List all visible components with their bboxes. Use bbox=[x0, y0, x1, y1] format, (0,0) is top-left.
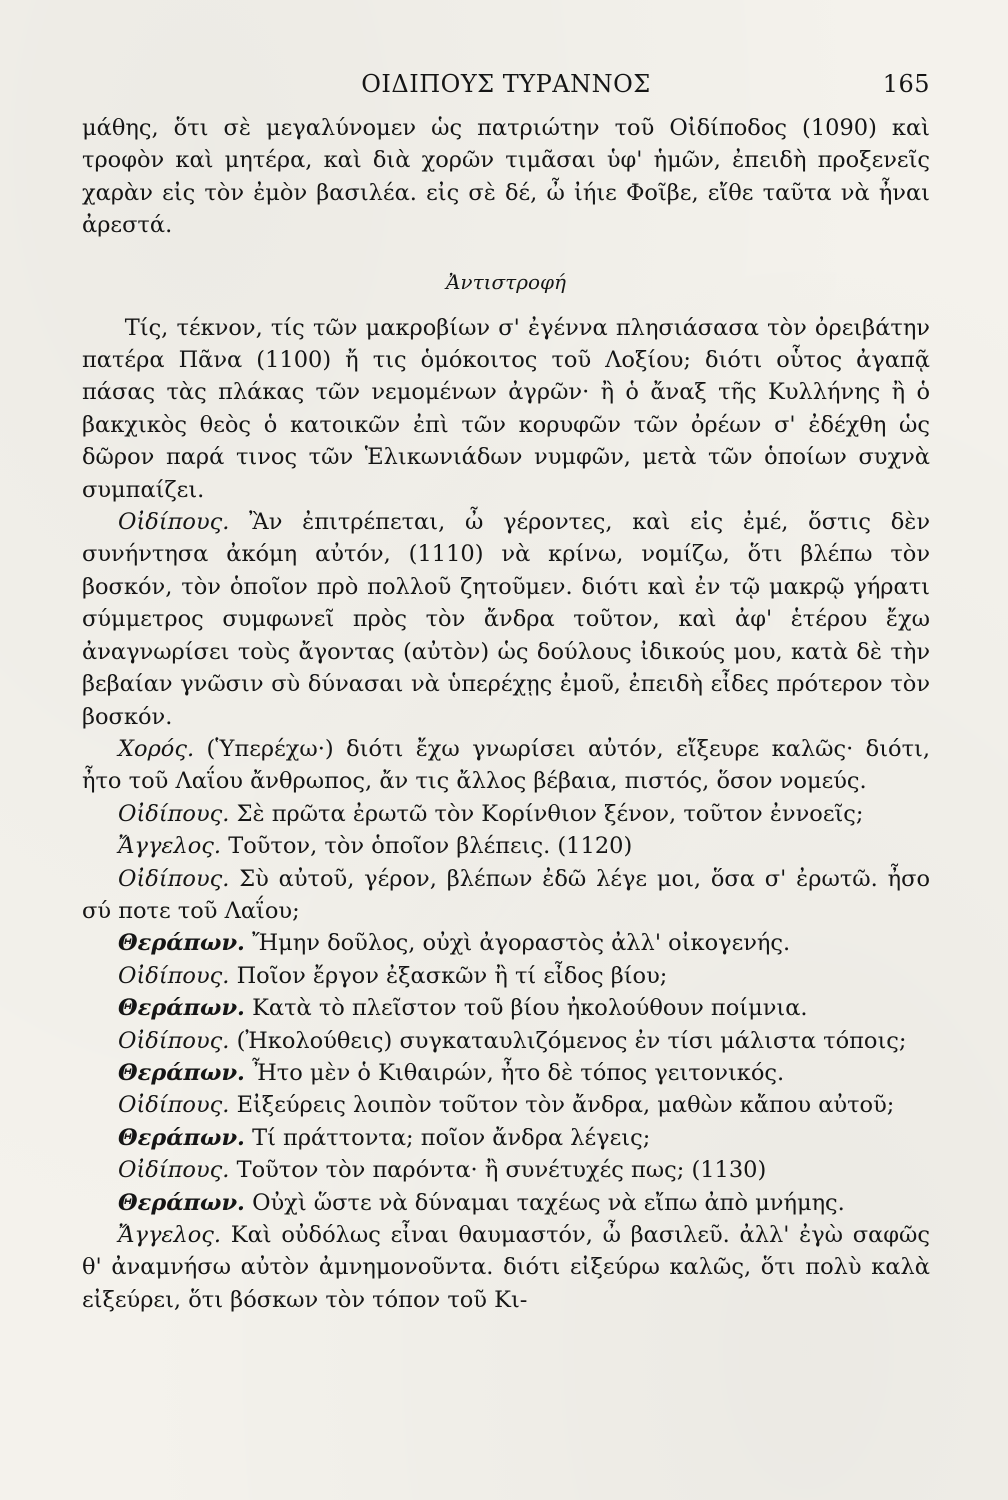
speech-line bbox=[82, 1122, 930, 1154]
speech-text: Οὐχὶ ὥστε νὰ δύναμαι ταχέως νὰ εἴπω ἀπὸ μνήμης. bbox=[252, 1189, 845, 1216]
speech-text: (Ἠκολούθεις) συγκαταυλιζόμενος ἐν τίσι μάλιστα τόποις; bbox=[236, 1027, 907, 1054]
speech-line bbox=[82, 1057, 930, 1089]
speaker-name: Οἰδίπους. bbox=[118, 1157, 230, 1184]
speech-text: Καὶ οὐδόλως εἶναι θαυμαστόν, ὦ βασιλεῦ. ἀλλ' ἐγὼ σαφῶς θ' ἀναμνήσω αὐτὸν ἀμνημονοῦντα. διότι εἰξεύρω καλῶς, ὅτι πολὺ καλὰ εἰξεύρει, ὅτι βόσκων τὸν τόπον τοῦ Κι- bbox=[82, 1222, 930, 1313]
speech-line bbox=[82, 1025, 930, 1057]
speech-line bbox=[82, 830, 930, 862]
speech-text: Ἦτο μὲν ὁ Κιθαιρών, ἦτο δὲ τόπος γειτονικός. bbox=[252, 1059, 785, 1086]
speech-line bbox=[82, 992, 930, 1024]
speech-text: Ἤμην δοῦλος, οὐχὶ ἀγοραστὸς ἀλλ' οἰκογενής. bbox=[252, 930, 791, 957]
speech-line bbox=[82, 960, 930, 992]
speaker-name: Ἄγγελος. bbox=[118, 833, 222, 860]
speech-line bbox=[82, 798, 930, 830]
speaker-name: Θεράπων. bbox=[118, 1189, 245, 1216]
paragraph-text: Τίς, τέκνον, τίς τῶν μακροβίων σ' ἐγέννα πλησιάσασα τὸν ὀρειβάτην πατέρα Πᾶνα (1100) ἤ τις ὁμόκοιτος τοῦ Λοξίου; διότι οὗτος ἀγαπᾷ πάσας τὰς πλάκας τῶν νεμομένων ἀγρῶν· ἢ ὁ ἄναξ τῆς Κυλλήνης ἢ ὁ βακχικὸς θεὸς ὁ κατοικῶν ἐπὶ τῶν κορυφῶν τῶν ὀρέων σ' ἐδέχθη ὡς δῶρον παρά τινος τῶν Ἑλικωνιάδων νυμφῶν, μετὰ τῶν ὁποίων συχνὰ συμπαίζει. bbox=[82, 314, 930, 503]
speech-text: Σὲ πρῶτα ἐρωτῶ τὸν Κορίνθιον ξένον, τοῦτον ἐννοεῖς; bbox=[236, 800, 864, 827]
speaker-name: Οἰδίπους. bbox=[118, 1092, 230, 1119]
speaker-name: Θεράπων. bbox=[118, 995, 245, 1022]
speech-text: Σὺ αὐτοῦ, γέρον, βλέπων ἐδῶ λέγε μοι, ὅσα σ' ἐρωτῶ. ἦσο σύ ποτε τοῦ Λαΐου; bbox=[82, 865, 930, 924]
speech-line bbox=[82, 506, 930, 733]
speech-text: Κατὰ τὸ πλεῖστον τοῦ βίου ἠκολούθουν ποίμνια. bbox=[252, 995, 808, 1022]
page-header bbox=[82, 60, 930, 112]
speech-line bbox=[82, 863, 930, 928]
speech-text: (Ὑπερέχω·) διότι ἔχω γνωρίσει αὐτόν, εἴξευρε καλῶς· διότι, ἦτο τοῦ Λαΐου ἄνθρωπος, ἄν τις ἄλλος βέβαια, πιστός, ὅσον νομεύς. bbox=[82, 735, 931, 795]
speech-line bbox=[82, 927, 930, 959]
paragraph-antistrophe bbox=[82, 312, 930, 506]
paragraph-strophe-end bbox=[82, 112, 930, 242]
speech-line bbox=[82, 733, 930, 798]
speaker-name: Θεράπων. bbox=[118, 1059, 245, 1086]
speaker-name: Οἰδίπους. bbox=[118, 962, 230, 989]
speech-line bbox=[82, 1187, 930, 1219]
speaker-name: Οἰδίπους. bbox=[118, 800, 230, 827]
running-title: ΟΙΔΙΠΟΥΣ ΤΥΡΑΝΝΟΣ bbox=[361, 70, 651, 98]
speech-line bbox=[82, 1089, 930, 1121]
paragraph-text: μάθης, ὅτι σὲ μεγαλύνομεν ὡς πατριώτην τοῦ Οἰδίποδος (1090) καὶ τροφὸν καὶ μητέρα, καὶ διὰ χορῶν τιμᾶσαι ὑφ' ἡμῶν, ἐπειδὴ προξενεῖς χαρὰν εἰς τὸν ἐμὸν βασιλέα. εἰς σὲ δέ, ὦ ἰήιε Φοῖβε, εἴθε ταῦτα νὰ ἦναι ἀρεστά. bbox=[82, 115, 930, 239]
speech-line bbox=[82, 1154, 930, 1186]
speech-text: Ἂν ἐπιτρέπεται, ὦ γέροντες, καὶ εἰς ἐμέ, ὅστις δὲν συνήντησα ἀκόμη αὐτόν, (1110) νὰ κρίνω, νομίζω, ὅτι βλέπω τὸν βοσκόν, τὸν ὁποῖον πρὸ πολλοῦ ζητοῦμεν. διότι καὶ ἐν τῷ μακρῷ γήρατι σύμμετρος συμφωνεῖ πρὸς τὸν ἄνδρα τοῦτον, καὶ ἀφ' ἑτέρου ἔχω ἀναγνωρίσει τοὺς ἄγοντας (αὐτὸν) ὡς δούλους ἰδικούς μου, κατὰ δὲ τὴν βεβαίαν γνῶσιν σὺ δύνασαι νὰ ὑπερέχῃς ἐμοῦ, ἐπειδὴ εἶδες πρότερον τὸν βοσκόν. bbox=[82, 509, 931, 730]
speech-text: Τί πράττοντα; ποῖον ἄνδρα λέγεις; bbox=[252, 1124, 651, 1151]
speech-text: Τοῦτον τὸν παρόντα· ἢ συνέτυχές πως; (1130) bbox=[236, 1157, 767, 1184]
speaker-name: Ἄγγελος. bbox=[118, 1222, 222, 1248]
speaker-name: Θεράπων. bbox=[118, 1124, 245, 1151]
speech-line bbox=[82, 1219, 930, 1316]
body-text bbox=[82, 112, 930, 1316]
speech-text: Ποῖον ἔργον ἐξασκῶν ἢ τί εἶδος βίου; bbox=[236, 962, 668, 989]
speech-text: Εἰξεύρεις λοιπὸν τοῦτον τὸν ἄνδρα, μαθὼν κἄπου αὐτοῦ; bbox=[236, 1092, 895, 1119]
speaker-name: Χορός. bbox=[118, 735, 195, 762]
speaker-name: Οἰδίπους. bbox=[118, 1027, 230, 1054]
speaker-name: Οἰδίπους. bbox=[118, 865, 230, 892]
speech-text: Τοῦτον, τὸν ὁποῖον βλέπεις. (1120) bbox=[228, 833, 633, 860]
speaker-name: Οἰδίπους. bbox=[118, 509, 230, 536]
page-number: 165 bbox=[882, 70, 930, 98]
section-heading: Ἀντιστροφή bbox=[445, 269, 566, 294]
speaker-name: Θεράπων. bbox=[118, 930, 245, 957]
